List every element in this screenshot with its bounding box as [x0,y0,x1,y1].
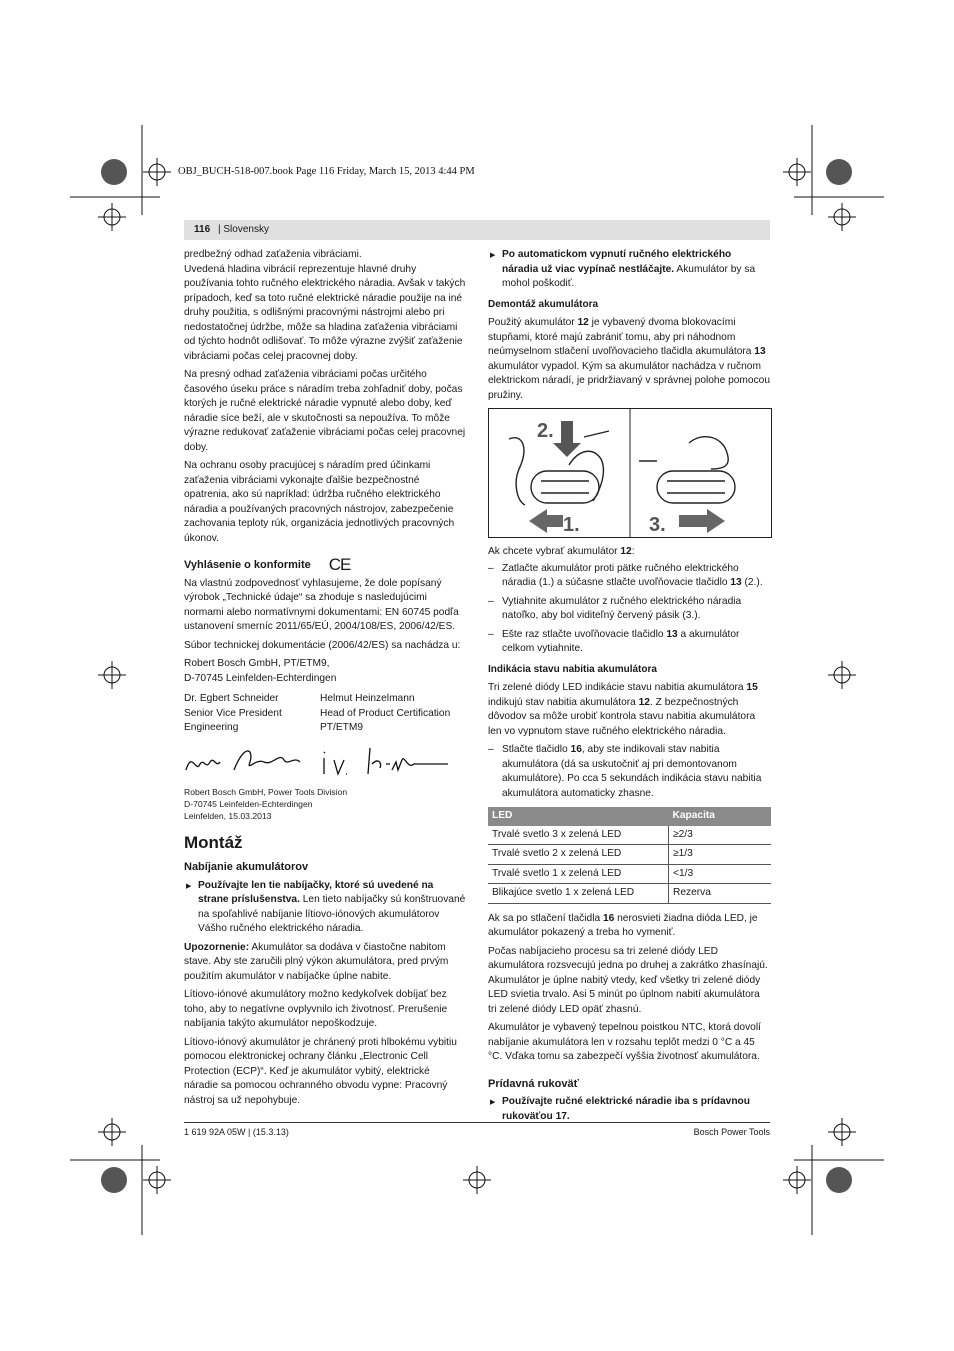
table-cell: Trvalé svetlo 3 x zelená LED [488,826,669,845]
led-capacity-table [488,807,771,904]
paragraph: Súbor technickej dokumentácie (2006/42/ES) sa nachádza u: [184,639,461,651]
figure-step-1-label: 1. [563,514,580,536]
bullet-item: ▶ Po automatickom vypnutí ručného elektrického náradia už viac vypínač nestláčajte. Akumulátor by sa mohol poškodiť. [488,248,770,292]
ce-mark-logo: CE [328,555,351,574]
table-cell: Trvalé svetlo 2 x zelená LED [488,845,669,865]
section-name: | Slovensky [218,224,269,235]
battery-removal-figure [488,408,772,538]
conformity-heading: Vyhlásenie o konformite CE [184,555,351,574]
handwritten-signatures [184,740,466,784]
paragraph: Na vlastnú zodpovednosť vyhlasujeme, že dole popísaný výrobok „Technické údaje“ sa zhoduje s nasledujúcimi normami alebo normatívnymi dokumentami: EN 60745 podľa ustanovení smerníc 2011/65/EÚ, 2004/108/ES, 2006/42/ES. [184,577,459,632]
list-item: – Stlačte tlačidlo 16, aby ste indikovali stav nabitia akumulátora (dá sa uskutočniť aj pri demontovanom akumulátore). Po cca 5 sekundách indikácia stavu nabitia akumulátora automaticky zhasne. [488,743,770,801]
footer-left: 1 619 92A 05W | (15.3.13) [184,1127,289,1137]
signature-block: Robert Bosch GmbH, Power Tools Division D-70745 Leinfelden-Echterdingen Leinfelden, 15.03.2013 [184,786,348,821]
print-header: OBJ_BUCH-518-007.book Page 116 Friday, March 15, 2013 4:44 PM [178,166,475,177]
table-cell: Trvalé svetlo 1 x zelená LED [488,864,669,884]
paragraph: Lítiovo-iónový akumulátor je chránený proti hlbokému vybitiu pomocou elektronickej ochrany článku „Electronic Cell Protection (ECP)“. Keď je akumulátor vybitý, elektrické náradie sa pomocou ochranného obvodu vypne: Pracovný nástroj sa už nepohybuje. [184,1036,457,1106]
battery-removal-illustration [489,409,771,537]
table-cell: Rezerva [669,884,772,904]
footer-right: Bosch Power Tools [693,1127,770,1137]
column-header: LED [488,807,669,826]
figure-step-2-label: 2. [537,420,554,442]
montaz-heading: Montáž [184,832,243,852]
bullet-item: ▶ Používajte len tie nabíjačky, ktoré sú uvedené na strane príslušenstva. Len tieto nabíjačky sú konštruované na spoľahlivé nabíjanie lítiovo-iónových akumulátorov Vášho ručného elektrického náradia. [184,879,466,937]
paragraph: Uvedená hladina vibrácií reprezentuje hlavné druhy používania tohto ručného elektrického náradia. Avšak v takých prípadoch, keď sa toto ručné elektrické náradie použije na iné druhy použitia, s odlišnými pracovnými nástrojmi alebo pri nedostatočnej údržbe, môže sa hladina zaťaženia vibráciami od týchto hodnôt odlišovať. To môže výrazne zvýšiť zaťaženie vibráciami počas celej pracovnej doby. [184,263,466,362]
list-item: – Ešte raz stlačte uvoľňovacie tlačidlo 13 a akumulátor celkom vytiahnite. [488,628,770,657]
right-column-lower [488,545,770,1128]
page-header-band [184,220,770,240]
table-cell: Blikajúce svetlo 1 x zelená LED [488,884,669,904]
paragraph: Na ochranu osoby pracujúcej s náradím pred účinkami zaťaženia vibráciami vykonajte ďalšie bezpečnostné opatrenia, ako sú napríklad: údržba ručného elektrického náradia a používaných pracovných nástrojov, zabezpečenie zachovania teploty rúk, organizácia jednotlivých pracovných úkonov. [184,460,455,544]
table-header-row [488,807,771,826]
list-item: – Vytiahnite akumulátor z ručného elektrického náradia natoľko, aby bol viditeľný červený pásik (3.). [488,595,770,624]
page-number: 116 [194,224,211,235]
paragraph: Na presný odhad zaťaženia vibráciami počas určitého časového úseku práce s náradím treba zohľadniť doby, počas ktorých je ručné elektrické náradie vypnuté alebo doby, keď náradie síce beží, ale v skutočnosti sa nepoužíva. To môže výrazne redukovať zaťaženie vibráciami počas celej pracovnej doby. [184,369,466,453]
table-cell: ≥1/3 [669,845,772,865]
paragraph: Ak chcete vybrať akumulátor 12: [488,546,635,557]
paragraph: predbežný odhad zaťaženia vibráciami. [184,249,362,260]
charging-heading: Nabíjanie akumulátorov [184,861,309,873]
right-column [488,248,770,407]
address: Robert Bosch GmbH, PT/ETM9, D-70745 Leinfelden-Echterdingen [184,658,337,684]
note-paragraph: Upozornenie: Akumulátor sa dodáva v čiastočne nabitom stave. Aby ste zaručili plný výkon akumulátora, pred prvým použitím akumulátor v nabíjačke úplne nabite. [184,941,449,982]
handle-heading: Prídavná rukoväť [488,1077,579,1090]
signatories: Dr. Egbert Schneider Helmut Heinzelmann Senior Vice President Head of Product Certification Engineering PT/ETM9 [184,693,451,733]
left-column [184,248,466,1112]
column-header: Kapacita [669,807,772,826]
table-row [488,845,771,865]
paragraph: Lítiovo-iónové akumulátory možno kedykoľvek dobíjať bez toho, aby to negatívne ovplyvnilo ich životnosť. Prerušenie nabíjania takýto akumulátor nepoškodzuje. [184,989,448,1029]
paragraph: Použitý akumulátor 12 je vybavený dvoma blokovacími stupňami, ktoré majú zabrániť tomu, aby pri náhodnom neúmyselnom stlačení uvoľňovacieho tlačidla akumulátora 13 akumulátor vypadol. Kým sa akumulátor nachádza v ručnom elektrickom náradí, je pridržiavaný v správnej polohe pomocou pružiny. [488,317,770,401]
paragraph: Počas nabíjacieho procesu sa tri zelené diódy LED akumulátora rozsvecujú jedna po druhej a zakrátko zhasínajú. Akumulátor je úplne nabitý vtedy, keď všetky tri zelené diódy LED svietia trvalo. Asi 5 minút po úplnom nabití akumulátora tri zelené diódy LED opäť zhasnú. [488,945,768,1015]
bullet-item: ▶ Používajte ručné elektrické náradie iba s prídavnou rukoväťou 17. [488,1095,770,1124]
paragraph: Akumulátor je vybavený tepelnou poistkou NTC, ktorá dovolí nabíjanie akumulátora len v rozsahu teplôt medzi 0 °C a 45 °C. Vďaka tomu sa zabezpečí vyššia životnosť akumulátora. [488,1022,761,1062]
footer-rule [184,1122,770,1123]
table-row [488,884,771,904]
table-cell: ≥2/3 [669,826,772,845]
figure-step-3-label: 3. [649,514,666,536]
indicator-heading: Indikácia stavu nabitia akumulátora [488,663,657,675]
table-cell: <1/3 [669,864,772,884]
table-row [488,826,771,845]
paragraph: Ak sa po stlačení tlačidla 16 nerosvieti žiadna dióda LED, je akumulátor pokazený a treba ho vymeniť. [488,912,758,938]
table-row [488,864,771,884]
remove-heading: Demontáž akumulátora [488,298,599,310]
list-item: – Zatlačte akumulátor proti pätke ručného elektrického náradia (1.) a súčasne stlačte uvoľňovacie tlačidlo 13 (2.). [488,562,770,591]
paragraph: Tri zelené diódy LED indikácie stavu nabitia akumulátora 15 indikujú stav nabitia akumulátora 12. Z bezpečnostných dôvodov sa môže urobiť kontrola stavu nabitia akumulátora len vo vypnutom stave ručného elektrického náradia. [488,682,758,737]
